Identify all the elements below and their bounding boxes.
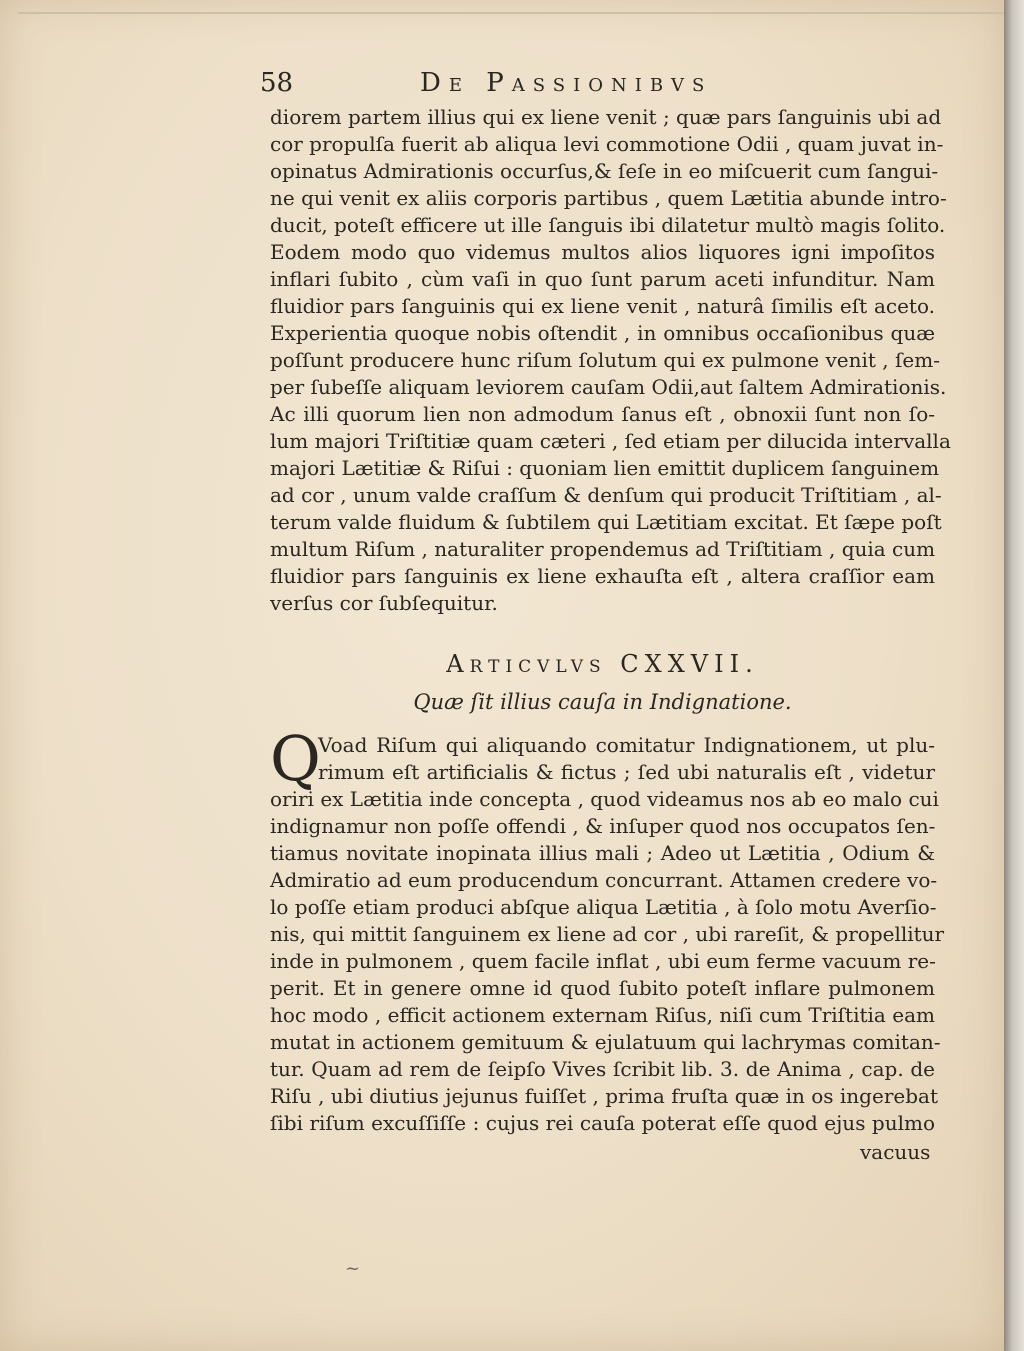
text-line: fluidior pars ſanguinis ex liene exhauſta eſt , altera craſſior eam <box>270 564 935 588</box>
text-line: cor propulſa fuerit ab aliqua levi commotione Odii , quam juvat in- <box>270 132 944 156</box>
text-line: ſibi riſum excuſſiſſe : cujus rei cauſa poterat eſſe quod ejus pulmo <box>270 1111 935 1135</box>
text-line: tiamus novitate inopinata illius mali ; Adeo ut Lætitia , Odium & <box>270 841 935 865</box>
text-line: lo poſſe etiam produci abſque aliqua Lætitia , à ſolo motu Averſio- <box>270 895 937 919</box>
article-subtitle: Quæ ſit illius cauſa in Indignatione. <box>413 690 792 714</box>
text-line: oriri ex Lætitia inde concepta , quod videamus nos ab eo malo cui <box>270 787 939 811</box>
text-line: Experientia quoque nobis oſtendit , in omnibus occaſionibus quæ <box>270 321 935 345</box>
text-line: Admiratio ad eum producendum concurrant. Attamen credere vo- <box>270 868 938 892</box>
text-line: nis, qui mittit ſanguinem ex liene ad cor , ubi rareſit, & propellitur <box>270 922 945 946</box>
paragraph-2 <box>270 786 945 1137</box>
paragraph-1 <box>270 104 951 617</box>
text-line: inde in pulmonem , quem facile inflat , ubi eum ferme vacuum re- <box>270 949 936 973</box>
text-line: perit. Et in genere omne id quod ſubito poteſt inflare pulmonem <box>270 976 935 1000</box>
text-line: fluidior pars ſanguinis qui ex liene venit , naturâ ſimilis eſt aceto. <box>270 294 935 318</box>
text-line: diorem partem illius qui ex liene venit ; quæ pars ſanguinis ubi ad <box>270 105 942 129</box>
text-line: lum majori Triſtitiæ quam cæteri , ſed etiam per dilucida intervalla <box>270 429 951 453</box>
text-line: indignamur non poſſe offendi , & inſuper quod nos occupatos ſen- <box>270 814 936 838</box>
text-line: per ſubeſſe aliquam leviorem cauſam Odii,aut ſaltem Admirationis. <box>270 375 947 399</box>
text-line: verſus cor ſubſequitur. <box>270 591 498 615</box>
page-number: 58 <box>260 68 294 98</box>
text-line: Riſu , ubi diutius jejunus fuiſſet , prima fruſta quæ in os ingerebat <box>270 1084 938 1108</box>
text-line: majori Lætitiæ & Riſui : quoniam lien emittit duplicem ſanguinem <box>270 456 940 480</box>
drop-capital: Q <box>270 722 321 795</box>
text-line: Eodem modo quo videmus multos alios liquores igni impoſitos <box>270 240 935 264</box>
text-line: Voad Riſum qui aliquando comitatur Indignationem, ut plu- <box>318 733 935 757</box>
text-line: ducit, poteſt efficere ut ille ſanguis ibi dilatetur multò magis ſolito. <box>270 213 946 237</box>
text-line: mutat in actionem gemituum & ejulatuum qui lachrymas comitan- <box>270 1030 941 1054</box>
text-line: tur. Quam ad rem de ſeipſo Vives ſcribit lib. 3. de Anima , cap. de <box>270 1057 935 1081</box>
text-line: hoc modo , efficit actionem externam Riſus, niſi cum Triſtitia eam <box>270 1003 935 1027</box>
text-line: multum Riſum , naturaliter propendemus ad Triſtitiam , quia cum <box>270 537 936 561</box>
running-header <box>260 68 940 102</box>
text-line: ne qui venit ex aliis corporis partibus , quem Lætitia abunde intro- <box>270 186 947 210</box>
running-head-title: De Passionibvs <box>420 68 713 98</box>
paragraph-2-opening <box>318 732 935 786</box>
text-line: terum valde fluidum & ſubtilem qui Lætitiam excitat. Et ſæpe poſt <box>270 510 942 534</box>
page-top-rule <box>18 12 1008 14</box>
page-mark: ~ <box>345 1258 361 1279</box>
text-line: opinatus Admirationis occurſus,& ſeſe in eo miſcuerit cum ſangui- <box>270 159 939 183</box>
next-page-edge <box>1004 0 1024 1351</box>
text-line: rimum eſt artificialis & fictus ; ſed ubi naturalis eſt , videtur <box>318 760 935 784</box>
article-heading: Articvlvs CXXVII. <box>446 650 759 678</box>
text-line: inflari ſubito , cùm vaſi in quo ſunt parum aceti infunditur. Nam <box>270 267 935 291</box>
text-line: ad cor , unum valde craſſum & denſum qui producit Triſtitiam , al- <box>270 483 942 507</box>
catchword: vacuus <box>860 1140 931 1164</box>
text-line: Ac illi quorum lien non admodum ſanus eſt , obnoxii ſunt non ſo- <box>270 402 935 426</box>
text-line: poſſunt producere hunc riſum ſolutum qui ex pulmone venit , ſem- <box>270 348 940 372</box>
